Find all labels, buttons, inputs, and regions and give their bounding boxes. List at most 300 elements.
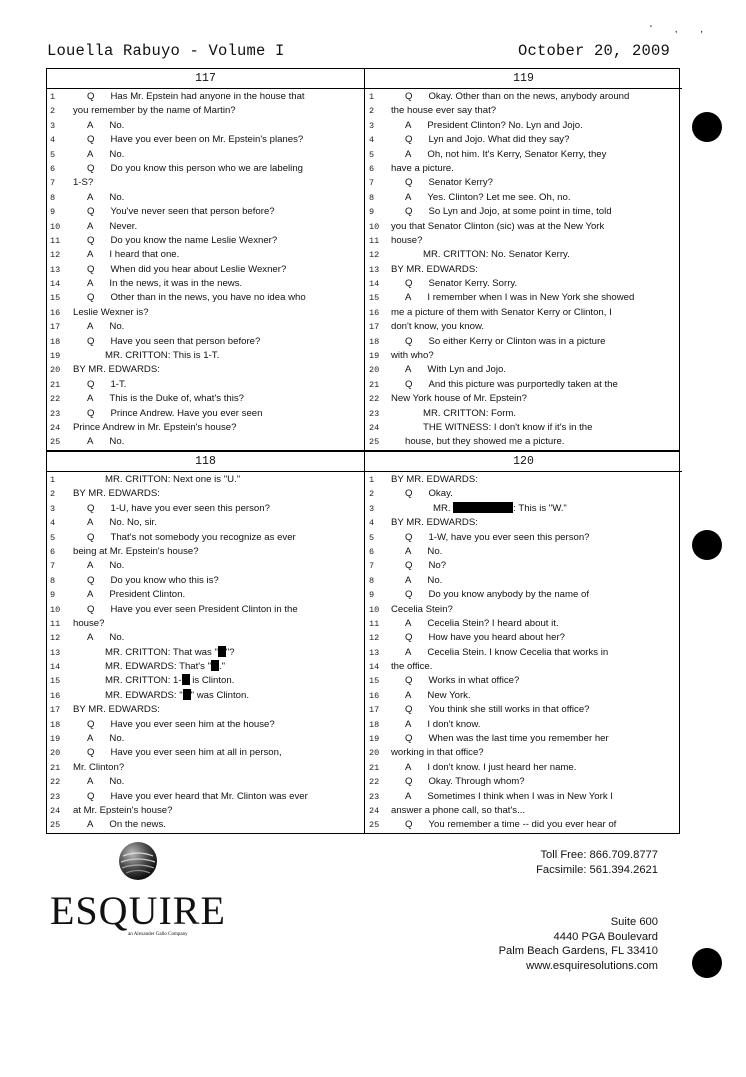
toll-free: Toll Free: 866.709.8777 bbox=[540, 849, 658, 861]
line-number: 2 bbox=[50, 489, 56, 500]
line-number: 5 bbox=[369, 532, 375, 543]
page-lines bbox=[365, 473, 682, 833]
line-text: Q Do you know the name Leslie Wexner? bbox=[87, 234, 278, 246]
line-number: 6 bbox=[50, 546, 56, 557]
transcript-line bbox=[47, 291, 364, 305]
line-text: A No. bbox=[405, 574, 443, 586]
line-text: have a picture. bbox=[391, 162, 454, 174]
line-text: Q 1-W, have you ever seen this person? bbox=[405, 531, 590, 543]
transcript-line bbox=[47, 306, 364, 320]
line-text: BY MR. EDWARDS: bbox=[391, 263, 478, 275]
transcript-line bbox=[47, 660, 364, 674]
line-text: A Cecelia Stein? I heard about it. bbox=[405, 617, 559, 629]
transcript-line bbox=[365, 617, 682, 631]
page-number: 117 bbox=[47, 69, 364, 89]
line-text: BY MR. EDWARDS: bbox=[391, 517, 478, 529]
line-text: Q Have you ever seen him at all in person, bbox=[87, 747, 282, 759]
line-number: 22 bbox=[369, 394, 380, 405]
line-number: 23 bbox=[369, 791, 380, 802]
line-text: Q Have you seen that person before? bbox=[87, 335, 261, 347]
transcript-line bbox=[47, 435, 364, 449]
transcript-line bbox=[47, 349, 364, 363]
line-number: 11 bbox=[50, 235, 61, 246]
line-number: 4 bbox=[50, 518, 56, 529]
line-text: Q Senator Kerry. Sorry. bbox=[405, 278, 518, 290]
line-number: 17 bbox=[50, 322, 61, 333]
line-text: Q When did you hear about Leslie Wexner? bbox=[87, 263, 287, 275]
line-number: 25 bbox=[50, 820, 61, 831]
line-text: BY MR. EDWARDS: bbox=[73, 704, 160, 716]
line-text: Q So either Kerry or Clinton was in a picture bbox=[405, 335, 606, 347]
line-number: 25 bbox=[369, 820, 380, 831]
logo-wordmark: ESQUIRE bbox=[50, 888, 226, 933]
line-number: 19 bbox=[369, 351, 380, 362]
page-number: 118 bbox=[47, 452, 364, 472]
transcript-line bbox=[47, 176, 364, 190]
transcript-line bbox=[47, 761, 364, 775]
line-text: BY MR. EDWARDS: bbox=[391, 474, 478, 485]
line-number: 1 bbox=[369, 92, 375, 102]
line-number: 16 bbox=[369, 307, 380, 318]
line-text: Q That's not somebody you recognize as ever bbox=[87, 531, 296, 543]
line-number: 10 bbox=[50, 604, 61, 615]
transcript-line bbox=[47, 545, 364, 559]
line-number: 24 bbox=[369, 422, 380, 433]
line-text: A No. bbox=[87, 733, 125, 745]
line-number: 13 bbox=[50, 647, 61, 658]
line-text: A No. bbox=[87, 632, 125, 644]
transcript-line bbox=[47, 531, 364, 545]
line-number: 22 bbox=[50, 394, 61, 405]
transcript-line bbox=[47, 90, 364, 104]
transcript-line bbox=[365, 435, 682, 449]
line-number: 3 bbox=[369, 120, 375, 131]
line-number: 3 bbox=[50, 503, 56, 514]
page-lines bbox=[365, 90, 682, 450]
facsimile: Facsimile: 561.394.2621 bbox=[536, 863, 658, 876]
transcript-line bbox=[47, 746, 364, 760]
transcript-line bbox=[47, 646, 364, 660]
line-number: 24 bbox=[50, 805, 61, 816]
transcript-line bbox=[47, 133, 364, 147]
line-number: 9 bbox=[50, 590, 56, 601]
line-text: A No. bbox=[87, 560, 125, 572]
line-number: 10 bbox=[50, 221, 61, 232]
line-text: house, but they showed me a picture. bbox=[405, 436, 565, 448]
line-number: 7 bbox=[50, 561, 56, 572]
line-text: Cecelia Stein? bbox=[391, 603, 453, 615]
line-text: MR. CRITTON: No. Senator Kerry. bbox=[423, 249, 570, 261]
line-text: A New York. bbox=[405, 689, 471, 701]
line-number: 11 bbox=[369, 618, 380, 629]
website: www.esquiresolutions.com bbox=[526, 959, 658, 972]
transcript-line bbox=[365, 263, 682, 277]
transcript-line bbox=[47, 263, 364, 277]
transcript-line bbox=[365, 531, 682, 545]
transcript-line bbox=[365, 790, 682, 804]
line-number: 19 bbox=[369, 734, 380, 745]
line-text: being at Mr. Epstein's house? bbox=[73, 545, 199, 557]
line-number: 18 bbox=[50, 719, 61, 730]
suite: Suite 600 bbox=[610, 916, 658, 928]
line-number: 20 bbox=[50, 365, 61, 376]
line-number: 2 bbox=[369, 106, 375, 117]
line-text: Prince Andrew in Mr. Epstein's house? bbox=[73, 421, 237, 433]
line-text: Q Do you know who this is? bbox=[87, 574, 219, 586]
line-number: 3 bbox=[369, 503, 375, 514]
transcript-line bbox=[47, 234, 364, 248]
line-text: Q Okay. Other than on the news, anybody around bbox=[405, 91, 630, 102]
transcript-line bbox=[47, 631, 364, 645]
line-number: 25 bbox=[369, 437, 380, 448]
line-number: 19 bbox=[50, 351, 61, 362]
line-number: 7 bbox=[369, 178, 375, 189]
line-text: A No. No, sir. bbox=[87, 517, 157, 529]
line-text: A President Clinton? No. Lyn and Jojo. bbox=[405, 119, 583, 131]
transcript-line bbox=[47, 392, 364, 406]
transcript-line bbox=[365, 306, 682, 320]
line-text: A President Clinton. bbox=[87, 589, 186, 601]
line-number: 22 bbox=[369, 777, 380, 788]
line-text: house? bbox=[73, 617, 105, 629]
transcript-line bbox=[47, 421, 364, 435]
line-text: MR. CRITTON: Next one is "U." bbox=[105, 474, 241, 485]
line-number: 20 bbox=[369, 748, 380, 759]
transcript-line bbox=[365, 516, 682, 530]
transcript-line bbox=[365, 162, 682, 176]
line-number: 12 bbox=[369, 633, 380, 644]
transcript-line bbox=[365, 732, 682, 746]
transcript-line bbox=[365, 473, 682, 487]
line-number: 11 bbox=[50, 618, 61, 629]
transcript-line bbox=[365, 349, 682, 363]
line-number: 24 bbox=[50, 422, 61, 433]
line-text: Q And this picture was purportedly taken at the bbox=[405, 378, 618, 390]
transcript-line bbox=[365, 703, 682, 717]
redaction-bar bbox=[218, 646, 226, 657]
line-number: 8 bbox=[369, 575, 375, 586]
line-number: 17 bbox=[369, 322, 380, 333]
line-number: 9 bbox=[50, 207, 56, 218]
transcript-line bbox=[365, 421, 682, 435]
line-text: Q Prince Andrew. Have you ever seen bbox=[87, 407, 263, 419]
line-text: MR. CRITTON: That was " "? bbox=[105, 646, 235, 658]
transcript-line bbox=[365, 90, 682, 104]
transcript-line bbox=[47, 104, 364, 118]
line-text: Q When was the last time you remember her bbox=[405, 733, 609, 745]
line-text: A No. bbox=[87, 191, 125, 203]
line-number: 22 bbox=[50, 777, 61, 788]
transcript-line bbox=[365, 133, 682, 147]
transcript-line bbox=[47, 804, 364, 818]
line-number: 23 bbox=[50, 408, 61, 419]
line-text: Q Lyn and Jojo. What did they say? bbox=[405, 134, 570, 146]
transcript-line bbox=[47, 718, 364, 732]
line-text: MR. : This is "W." bbox=[433, 502, 567, 514]
line-text: Q 1-U, have you ever seen this person? bbox=[87, 502, 270, 514]
transcript-line bbox=[47, 363, 364, 377]
logo-tagline: an Alexander Gallo Company bbox=[128, 932, 188, 937]
document-date: October 20, 2009 bbox=[518, 42, 671, 60]
line-number: 1 bbox=[369, 475, 375, 485]
line-number: 11 bbox=[369, 235, 380, 246]
redaction-bar bbox=[211, 660, 219, 671]
transcript-line bbox=[365, 775, 682, 789]
line-number: 15 bbox=[369, 676, 380, 687]
document-title: Louella Rabuyo - Volume I bbox=[47, 42, 285, 60]
transcript-line bbox=[47, 502, 364, 516]
line-text: A Never. bbox=[87, 220, 138, 232]
punch-hole-mark bbox=[692, 530, 722, 560]
transcript-line bbox=[47, 220, 364, 234]
line-number: 9 bbox=[369, 590, 375, 601]
line-text: Q You think she still works in that office? bbox=[405, 704, 590, 716]
transcript-line bbox=[47, 818, 364, 832]
transcript-line bbox=[47, 473, 364, 487]
transcript-line bbox=[365, 487, 682, 501]
transcript-line bbox=[47, 790, 364, 804]
line-text: A No. bbox=[87, 148, 125, 160]
line-text: A Oh, not him. It's Kerry, Senator Kerry, they bbox=[405, 148, 607, 160]
line-number: 15 bbox=[50, 676, 61, 687]
line-text: Q So Lyn and Jojo, at some point in time, told bbox=[405, 206, 612, 218]
line-number: 18 bbox=[369, 719, 380, 730]
transcript-line bbox=[47, 162, 364, 176]
line-number: 7 bbox=[50, 178, 56, 189]
transcript-line bbox=[365, 718, 682, 732]
line-number: 20 bbox=[369, 365, 380, 376]
redaction-bar bbox=[453, 502, 513, 513]
line-text: Q How have you heard about her? bbox=[405, 632, 566, 644]
line-number: 10 bbox=[369, 604, 380, 615]
line-text: A This is the Duke of, what's this? bbox=[87, 393, 245, 405]
line-number: 16 bbox=[50, 307, 61, 318]
transcript-line bbox=[47, 574, 364, 588]
line-number: 4 bbox=[50, 135, 56, 146]
line-number: 16 bbox=[50, 690, 61, 701]
line-number: 7 bbox=[369, 561, 375, 572]
line-number: 4 bbox=[369, 135, 375, 146]
transcript-line bbox=[365, 378, 682, 392]
city: Palm Beach Gardens, FL 33410 bbox=[498, 945, 658, 957]
redaction-bar bbox=[182, 674, 190, 685]
line-text: working in that office? bbox=[391, 747, 484, 759]
line-text: Q Have you ever been on Mr. Epstein's planes? bbox=[87, 134, 304, 146]
redaction-bar bbox=[183, 689, 191, 700]
line-text: 1-S? bbox=[73, 177, 94, 189]
line-text: MR. CRITTON: 1- is Clinton. bbox=[105, 675, 235, 687]
line-number: 2 bbox=[50, 106, 56, 117]
line-number: 2 bbox=[369, 489, 375, 500]
transcript-line bbox=[47, 119, 364, 133]
line-text: Q Have you ever seen him at the house? bbox=[87, 718, 275, 730]
page-lines bbox=[47, 90, 364, 450]
transcript-line bbox=[365, 291, 682, 305]
transcript-line bbox=[47, 588, 364, 602]
transcript-line bbox=[47, 775, 364, 789]
page-lines bbox=[47, 473, 364, 833]
line-text: BY MR. EDWARDS: bbox=[73, 364, 160, 376]
transcript-line bbox=[365, 363, 682, 377]
transcript-line bbox=[365, 761, 682, 775]
line-text: A No. bbox=[87, 436, 125, 448]
transcript-line bbox=[365, 603, 682, 617]
line-text: A I heard that one. bbox=[87, 249, 180, 261]
line-text: A No. bbox=[87, 776, 125, 788]
line-number: 23 bbox=[369, 408, 380, 419]
transcript-line bbox=[365, 176, 682, 190]
transcript-line bbox=[365, 104, 682, 118]
line-number: 14 bbox=[369, 662, 380, 673]
globe-icon bbox=[117, 840, 159, 882]
line-text: MR. CRITTON: Form. bbox=[423, 407, 517, 419]
line-text: at Mr. Epstein's house? bbox=[73, 804, 173, 816]
transcript-line bbox=[47, 148, 364, 162]
line-number: 5 bbox=[50, 532, 56, 543]
line-text: Mr. Clinton? bbox=[73, 761, 125, 773]
line-number: 14 bbox=[369, 279, 380, 290]
line-number: 1 bbox=[50, 475, 56, 485]
transcript-line bbox=[365, 674, 682, 688]
transcript-line bbox=[365, 804, 682, 818]
line-number: 9 bbox=[369, 207, 375, 218]
transcript-line bbox=[365, 205, 682, 219]
line-number: 10 bbox=[369, 221, 380, 232]
line-text: A Sometimes I think when I was in New York I bbox=[405, 790, 613, 802]
transcript-line bbox=[47, 487, 364, 501]
line-number: 12 bbox=[50, 250, 61, 261]
scan-marks: ' , , bbox=[650, 24, 714, 35]
line-text: Q You remember a time -- did you ever hear of bbox=[405, 819, 617, 831]
line-text: Q Works in what office? bbox=[405, 675, 520, 687]
contact-phones bbox=[470, 848, 658, 877]
transcript-line bbox=[365, 588, 682, 602]
line-text: Q Has Mr. Epstein had anyone in the house that bbox=[87, 91, 305, 102]
transcript-line bbox=[365, 660, 682, 674]
transcript-line bbox=[365, 335, 682, 349]
line-number: 1 bbox=[50, 92, 56, 102]
line-text: MR. CRITTON: This is 1-T. bbox=[105, 350, 220, 362]
esquire-logo bbox=[50, 840, 226, 990]
line-text: New York house of Mr. Epstein? bbox=[391, 393, 527, 405]
line-text: don't know, you know. bbox=[391, 321, 485, 333]
line-number: 6 bbox=[50, 163, 56, 174]
line-text: MR. EDWARDS: That's " ." bbox=[105, 661, 226, 673]
line-text: Leslie Wexner is? bbox=[73, 306, 149, 318]
line-number: 17 bbox=[369, 705, 380, 716]
line-number: 13 bbox=[50, 264, 61, 275]
line-text: A No. bbox=[405, 545, 443, 557]
line-number: 8 bbox=[50, 192, 56, 203]
transcript-line bbox=[365, 689, 682, 703]
line-text: the office. bbox=[391, 661, 433, 673]
page-number: 119 bbox=[365, 69, 682, 89]
transcript-line bbox=[365, 574, 682, 588]
transcript-line bbox=[47, 732, 364, 746]
transcript-line bbox=[365, 545, 682, 559]
line-number: 14 bbox=[50, 662, 61, 673]
line-text: Q 1-T. bbox=[87, 378, 127, 390]
transcript-line bbox=[47, 603, 364, 617]
line-text: with who? bbox=[391, 350, 434, 362]
line-text: you remember by the name of Martin? bbox=[73, 105, 236, 117]
transcript-grid bbox=[46, 68, 680, 834]
line-number: 5 bbox=[50, 149, 56, 160]
transcript-line bbox=[365, 277, 682, 291]
punch-hole-mark bbox=[692, 948, 722, 978]
transcript-line bbox=[47, 191, 364, 205]
line-text: Q Have you ever heard that Mr. Clinton was ever bbox=[87, 790, 308, 802]
line-number: 13 bbox=[369, 264, 380, 275]
line-number: 19 bbox=[50, 734, 61, 745]
line-text: Q Have you ever seen President Clinton in the bbox=[87, 603, 298, 615]
transcript-line bbox=[365, 191, 682, 205]
line-text: BY MR. EDWARDS: bbox=[73, 488, 160, 500]
transcript-line bbox=[365, 248, 682, 262]
transcript-line bbox=[47, 205, 364, 219]
line-number: 6 bbox=[369, 163, 375, 174]
line-text: Q Senator Kerry? bbox=[405, 177, 493, 189]
transcript-page-118 bbox=[47, 452, 364, 833]
transcript-line bbox=[47, 617, 364, 631]
line-text: Q You've never seen that person before? bbox=[87, 206, 275, 218]
punch-hole-mark bbox=[692, 112, 722, 142]
line-number: 13 bbox=[369, 647, 380, 658]
transcript-line bbox=[47, 248, 364, 262]
transcript-line bbox=[365, 234, 682, 248]
line-text: house? bbox=[391, 234, 423, 246]
transcript-line bbox=[47, 703, 364, 717]
line-text: A I remember when I was in New York she showed bbox=[405, 292, 635, 304]
line-number: 23 bbox=[50, 791, 61, 802]
line-text: Q Do you know anybody by the name of bbox=[405, 589, 589, 601]
line-number: 8 bbox=[369, 192, 375, 203]
line-number: 16 bbox=[369, 690, 380, 701]
transcript-page-117 bbox=[47, 69, 364, 450]
transcript-line bbox=[365, 148, 682, 162]
line-number: 15 bbox=[50, 293, 61, 304]
transcript-page-120 bbox=[365, 452, 682, 833]
line-number: 21 bbox=[50, 379, 61, 390]
line-number: 6 bbox=[369, 546, 375, 557]
line-number: 21 bbox=[369, 379, 380, 390]
page-number: 120 bbox=[365, 452, 682, 472]
transcript-line bbox=[365, 220, 682, 234]
contact-address bbox=[470, 915, 658, 973]
line-number: 12 bbox=[50, 633, 61, 644]
transcript-line bbox=[365, 631, 682, 645]
line-number: 21 bbox=[50, 762, 61, 773]
transcript-line bbox=[47, 277, 364, 291]
line-number: 21 bbox=[369, 762, 380, 773]
line-text: A I don't know. I just heard her name. bbox=[405, 761, 577, 773]
line-text: Q Okay. bbox=[405, 488, 453, 500]
line-text: A With Lyn and Jojo. bbox=[405, 364, 506, 376]
transcript-line bbox=[365, 392, 682, 406]
transcript-line bbox=[47, 320, 364, 334]
line-text: THE WITNESS: I don't know if it's in the bbox=[423, 421, 593, 433]
transcript-line bbox=[47, 674, 364, 688]
transcript-line bbox=[47, 407, 364, 421]
transcript-line bbox=[47, 335, 364, 349]
line-number: 15 bbox=[369, 293, 380, 304]
transcript-line bbox=[47, 516, 364, 530]
transcript-line bbox=[365, 407, 682, 421]
line-text: Q Okay. Through whom? bbox=[405, 776, 525, 788]
line-number: 14 bbox=[50, 279, 61, 290]
line-number: 5 bbox=[369, 149, 375, 160]
transcript-line bbox=[365, 320, 682, 334]
